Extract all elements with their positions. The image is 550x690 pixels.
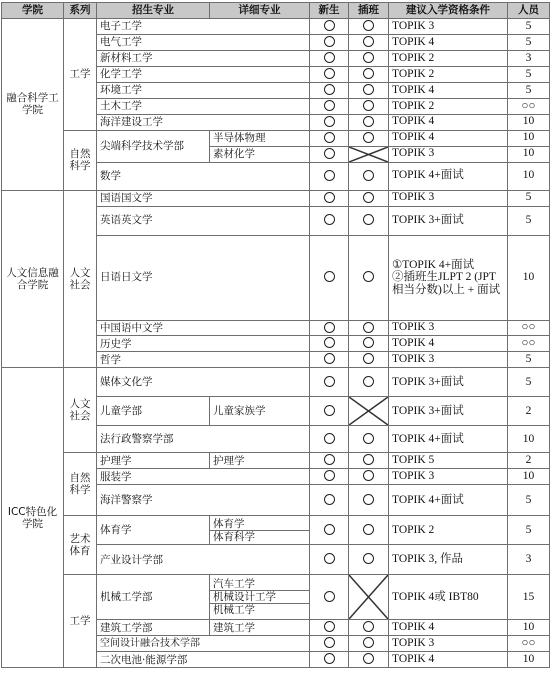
- circle-mark-icon: [324, 36, 335, 47]
- condition-cell: TOPIK 3+面试: [389, 397, 508, 426]
- circle-mark-icon: [324, 524, 335, 535]
- new-mark: [310, 336, 349, 352]
- transfer-mark: [349, 320, 389, 336]
- header-series: 系列: [64, 3, 97, 19]
- transfer-not-available: [349, 146, 389, 162]
- circle-mark-icon: [324, 20, 335, 31]
- circle-mark-icon: [324, 148, 335, 159]
- quota-cell: 5: [508, 19, 550, 35]
- detail-cell: 护理学: [210, 453, 310, 469]
- new-mark: [310, 636, 349, 652]
- circle-mark-icon: [324, 214, 335, 225]
- circle-mark-icon: [363, 553, 374, 564]
- condition-cell: TOPIK 2: [389, 98, 508, 114]
- new-mark: [310, 190, 349, 206]
- header-college: 学院: [2, 3, 64, 19]
- table-row: [2, 190, 550, 206]
- college-cell: 人文信息融合学院: [2, 190, 64, 368]
- major-cell: 国语国文学: [97, 190, 310, 206]
- circle-mark-icon: [363, 337, 374, 348]
- table-row: [2, 130, 550, 146]
- quota-cell: 5: [508, 368, 550, 397]
- series-cell: 工学: [64, 19, 97, 131]
- condition-cell: TOPIK 2: [389, 50, 508, 66]
- quota-cell: 10: [508, 114, 550, 130]
- transfer-mark: [349, 98, 389, 114]
- quota-cell: 5: [508, 206, 550, 235]
- condition-cell: TOPIK 4: [389, 114, 508, 130]
- circle-mark-icon: [363, 36, 374, 47]
- new-mark: [310, 397, 349, 426]
- major-cell: 英语英文学: [97, 206, 310, 235]
- circle-mark-icon: [324, 271, 335, 282]
- circle-mark-icon: [324, 132, 335, 143]
- circle-mark-icon: [363, 470, 374, 481]
- detail-cell: 半导体物理: [210, 130, 310, 146]
- condition-cell: TOPIK 4: [389, 34, 508, 50]
- circle-mark-icon: [363, 100, 374, 111]
- circle-mark-icon: [363, 433, 374, 444]
- quota-cell: 10: [508, 652, 550, 668]
- circle-mark-icon: [363, 271, 374, 282]
- transfer-mark: [349, 352, 389, 368]
- condition-cell: TOPIK 4+面试: [389, 162, 508, 190]
- college-cell: 融合科学工学院: [2, 19, 64, 191]
- new-mark: [310, 50, 349, 66]
- condition-cell: TOPIK 3: [389, 320, 508, 336]
- major-cell: 二次电池·能源学部: [97, 652, 310, 668]
- condition-cell: TOPIK 4或 IBT80: [389, 575, 508, 620]
- circle-mark-icon: [363, 524, 374, 535]
- series-cell: 自然科学: [64, 453, 97, 516]
- condition-cell: TOPIK 3: [389, 190, 508, 206]
- circle-mark-icon: [363, 192, 374, 203]
- circle-mark-icon: [363, 621, 374, 632]
- quota-cell: 2: [508, 453, 550, 469]
- transfer-mark: [349, 426, 389, 453]
- new-mark: [310, 162, 349, 190]
- circle-mark-icon: [363, 52, 374, 63]
- detail-line: 体育学: [210, 518, 309, 531]
- detail-cell-stack: [210, 516, 310, 545]
- header-major: 招生专业: [97, 3, 210, 19]
- quota-cell: 15: [508, 575, 550, 620]
- circle-mark-icon: [363, 116, 374, 127]
- quota-cell: ○○: [508, 336, 550, 352]
- cross-icon: [349, 147, 388, 162]
- new-mark: [310, 34, 349, 50]
- transfer-mark: [349, 620, 389, 636]
- condition-cell: TOPIK 4+面试: [389, 426, 508, 453]
- quota-cell: ○○: [508, 98, 550, 114]
- new-mark: [310, 130, 349, 146]
- major-cell: 体育学: [97, 516, 210, 545]
- detail-line: 体育科学: [213, 530, 255, 543]
- quota-cell: 2: [508, 397, 550, 426]
- major-cell: 机械工学部: [97, 575, 210, 620]
- transfer-mark: [349, 190, 389, 206]
- quota-cell: 3: [508, 50, 550, 66]
- circle-mark-icon: [363, 214, 374, 225]
- major-cell: 儿童学部: [97, 397, 210, 426]
- detail-cell: 儿童家族学: [210, 397, 310, 426]
- quota-cell: 3: [508, 545, 550, 575]
- detail-cell: 素材化学: [210, 146, 310, 162]
- transfer-mark: [349, 50, 389, 66]
- circle-mark-icon: [324, 653, 335, 664]
- major-cell: 环境工学: [97, 82, 310, 98]
- major-cell: 土木工学: [97, 98, 310, 114]
- transfer-mark: [349, 336, 389, 352]
- transfer-mark: [349, 66, 389, 82]
- table-row: [2, 19, 550, 35]
- circle-mark-icon: [324, 52, 335, 63]
- circle-mark-icon: [324, 68, 335, 79]
- header-detail: 详细专业: [210, 3, 310, 19]
- admission-table: [1, 2, 550, 668]
- cross-icon: [349, 575, 388, 619]
- admission-table-sheet: [1, 2, 549, 686]
- condition-line: 相当分数)以上 + 面试: [392, 283, 501, 296]
- header-condition: 建议入学资格条件: [389, 3, 508, 19]
- transfer-mark: [349, 368, 389, 397]
- major-cell: 中国语中文学: [97, 320, 310, 336]
- major-cell: 媒体文化学: [97, 368, 310, 397]
- circle-mark-icon: [363, 20, 374, 31]
- detail-cell: 建筑工学: [210, 620, 310, 636]
- transfer-mark: [349, 34, 389, 50]
- condition-cell: TOPIK 4: [389, 130, 508, 146]
- new-mark: [310, 485, 349, 516]
- major-cell: 产业设计学部: [97, 545, 310, 575]
- condition-cell-multiline: [389, 235, 508, 320]
- new-mark: [310, 368, 349, 397]
- cross-icon: [349, 397, 388, 425]
- detail-line: 汽车工学: [210, 578, 309, 591]
- new-mark: [310, 575, 349, 620]
- circle-mark-icon: [363, 84, 374, 95]
- header-row: [2, 3, 550, 19]
- circle-mark-icon: [324, 637, 335, 648]
- new-mark: [310, 82, 349, 98]
- transfer-mark: [349, 82, 389, 98]
- major-cell: 建筑工学部: [97, 620, 210, 636]
- circle-mark-icon: [363, 653, 374, 664]
- new-mark: [310, 469, 349, 485]
- major-cell: 海洋建设工学: [97, 114, 310, 130]
- quota-cell: 5: [508, 516, 550, 545]
- circle-mark-icon: [363, 68, 374, 79]
- condition-line: ①TOPIK 4+面试: [392, 258, 475, 271]
- circle-mark-icon: [324, 553, 335, 564]
- circle-mark-icon: [324, 337, 335, 348]
- condition-cell: TOPIK 3+面试: [389, 368, 508, 397]
- circle-mark-icon: [324, 405, 335, 416]
- major-cell: 法行政警察学部: [97, 426, 310, 453]
- transfer-mark: [349, 652, 389, 668]
- detail-line: 机械工学: [213, 604, 255, 617]
- circle-mark-icon: [324, 433, 335, 444]
- transfer-mark: [349, 162, 389, 190]
- circle-mark-icon: [324, 376, 335, 387]
- new-mark: [310, 352, 349, 368]
- major-cell: 电气工学: [97, 34, 310, 50]
- major-cell: 护理学: [97, 453, 210, 469]
- quota-cell: 10: [508, 146, 550, 162]
- quota-cell: 10: [508, 620, 550, 636]
- college-cell: ICC特色化学院: [2, 368, 64, 668]
- condition-cell: TOPIK 3, 作品: [389, 545, 508, 575]
- condition-cell: TOPIK 4: [389, 336, 508, 352]
- new-mark: [310, 98, 349, 114]
- condition-cell: TOPIK 3: [389, 19, 508, 35]
- quota-cell: ○○: [508, 636, 550, 652]
- circle-mark-icon: [324, 84, 335, 95]
- new-mark: [310, 235, 349, 320]
- table-row: [2, 575, 550, 620]
- condition-cell: TOPIK 3: [389, 352, 508, 368]
- transfer-mark: [349, 516, 389, 545]
- new-mark: [310, 620, 349, 636]
- major-cell: 哲学: [97, 352, 310, 368]
- table-row: [2, 516, 550, 545]
- circle-mark-icon: [363, 170, 374, 181]
- header-transfer: 插班: [349, 3, 389, 19]
- major-cell: 日语日文学: [97, 235, 310, 320]
- circle-mark-icon: [363, 637, 374, 648]
- transfer-mark: [349, 469, 389, 485]
- quota-cell: 5: [508, 66, 550, 82]
- series-cell: 艺术体育: [64, 516, 97, 575]
- new-mark: [310, 320, 349, 336]
- condition-cell: TOPIK 4: [389, 620, 508, 636]
- new-mark: [310, 19, 349, 35]
- condition-cell: TOPIK 4: [389, 82, 508, 98]
- condition-cell: TOPIK 4: [389, 652, 508, 668]
- new-mark: [310, 146, 349, 162]
- circle-mark-icon: [363, 322, 374, 333]
- new-mark: [310, 206, 349, 235]
- condition-line: ②插班生JLPT 2 (JPT: [392, 271, 496, 284]
- quota-cell: 10: [508, 235, 550, 320]
- major-cell: 化学工学: [97, 66, 310, 82]
- circle-mark-icon: [363, 494, 374, 505]
- new-mark: [310, 453, 349, 469]
- circle-mark-icon: [363, 454, 374, 465]
- series-cell: 工学: [64, 575, 97, 668]
- major-cell: 服装学: [97, 469, 310, 485]
- transfer-not-available: [349, 397, 389, 426]
- condition-cell: TOPIK 4+面试: [389, 485, 508, 516]
- transfer-mark: [349, 235, 389, 320]
- condition-cell: TOPIK 3: [389, 146, 508, 162]
- circle-mark-icon: [324, 353, 335, 364]
- transfer-mark: [349, 453, 389, 469]
- new-mark: [310, 66, 349, 82]
- quota-cell: 5: [508, 352, 550, 368]
- quota-cell: 10: [508, 469, 550, 485]
- circle-mark-icon: [324, 621, 335, 632]
- circle-mark-icon: [324, 591, 335, 602]
- major-cell: 数学: [97, 162, 310, 190]
- quota-cell: 5: [508, 82, 550, 98]
- major-cell: 新材料工学: [97, 50, 310, 66]
- series-cell: 人文社会: [64, 368, 97, 453]
- transfer-mark: [349, 19, 389, 35]
- series-cell: 人文社会: [64, 190, 97, 368]
- circle-mark-icon: [324, 494, 335, 505]
- new-mark: [310, 652, 349, 668]
- transfer-mark: [349, 114, 389, 130]
- circle-mark-icon: [324, 192, 335, 203]
- circle-mark-icon: [363, 132, 374, 143]
- circle-mark-icon: [363, 376, 374, 387]
- new-mark: [310, 114, 349, 130]
- major-cell: 电子工学: [97, 19, 310, 35]
- transfer-mark: [349, 485, 389, 516]
- table-row: [2, 453, 550, 469]
- condition-cell: TOPIK 5: [389, 453, 508, 469]
- header-new: 新生: [310, 3, 349, 19]
- quota-cell: 5: [508, 34, 550, 50]
- circle-mark-icon: [324, 170, 335, 181]
- major-cell: 历史学: [97, 336, 310, 352]
- header-quota: 人员: [508, 3, 550, 19]
- condition-cell: TOPIK 3: [389, 636, 508, 652]
- major-cell: 海洋警察学: [97, 485, 310, 516]
- circle-mark-icon: [324, 116, 335, 127]
- quota-cell: 5: [508, 190, 550, 206]
- circle-mark-icon: [324, 100, 335, 111]
- detail-line: 机械设计工学: [210, 591, 309, 604]
- transfer-mark: [349, 636, 389, 652]
- circle-mark-icon: [324, 454, 335, 465]
- quota-cell: 10: [508, 426, 550, 453]
- new-mark: [310, 545, 349, 575]
- major-cell: 空间设计融合技术学部: [97, 636, 310, 652]
- circle-mark-icon: [324, 322, 335, 333]
- condition-cell: TOPIK 3: [389, 469, 508, 485]
- table-row: [2, 368, 550, 397]
- quota-cell: 10: [508, 130, 550, 146]
- condition-cell: TOPIK 2: [389, 66, 508, 82]
- quota-cell: ○○: [508, 320, 550, 336]
- circle-mark-icon: [363, 353, 374, 364]
- major-cell: 尖端科学技术学部: [97, 130, 210, 162]
- new-mark: [310, 516, 349, 545]
- transfer-mark: [349, 206, 389, 235]
- detail-cell-stack: [210, 575, 310, 620]
- quota-cell: 10: [508, 162, 550, 190]
- condition-cell: TOPIK 2: [389, 516, 508, 545]
- quota-cell: 5: [508, 485, 550, 516]
- series-cell: 自然科学: [64, 130, 97, 190]
- transfer-mark: [349, 130, 389, 146]
- circle-mark-icon: [324, 470, 335, 481]
- condition-cell: TOPIK 3+面试: [389, 206, 508, 235]
- transfer-mark: [349, 545, 389, 575]
- transfer-not-available: [349, 575, 389, 620]
- new-mark: [310, 426, 349, 453]
